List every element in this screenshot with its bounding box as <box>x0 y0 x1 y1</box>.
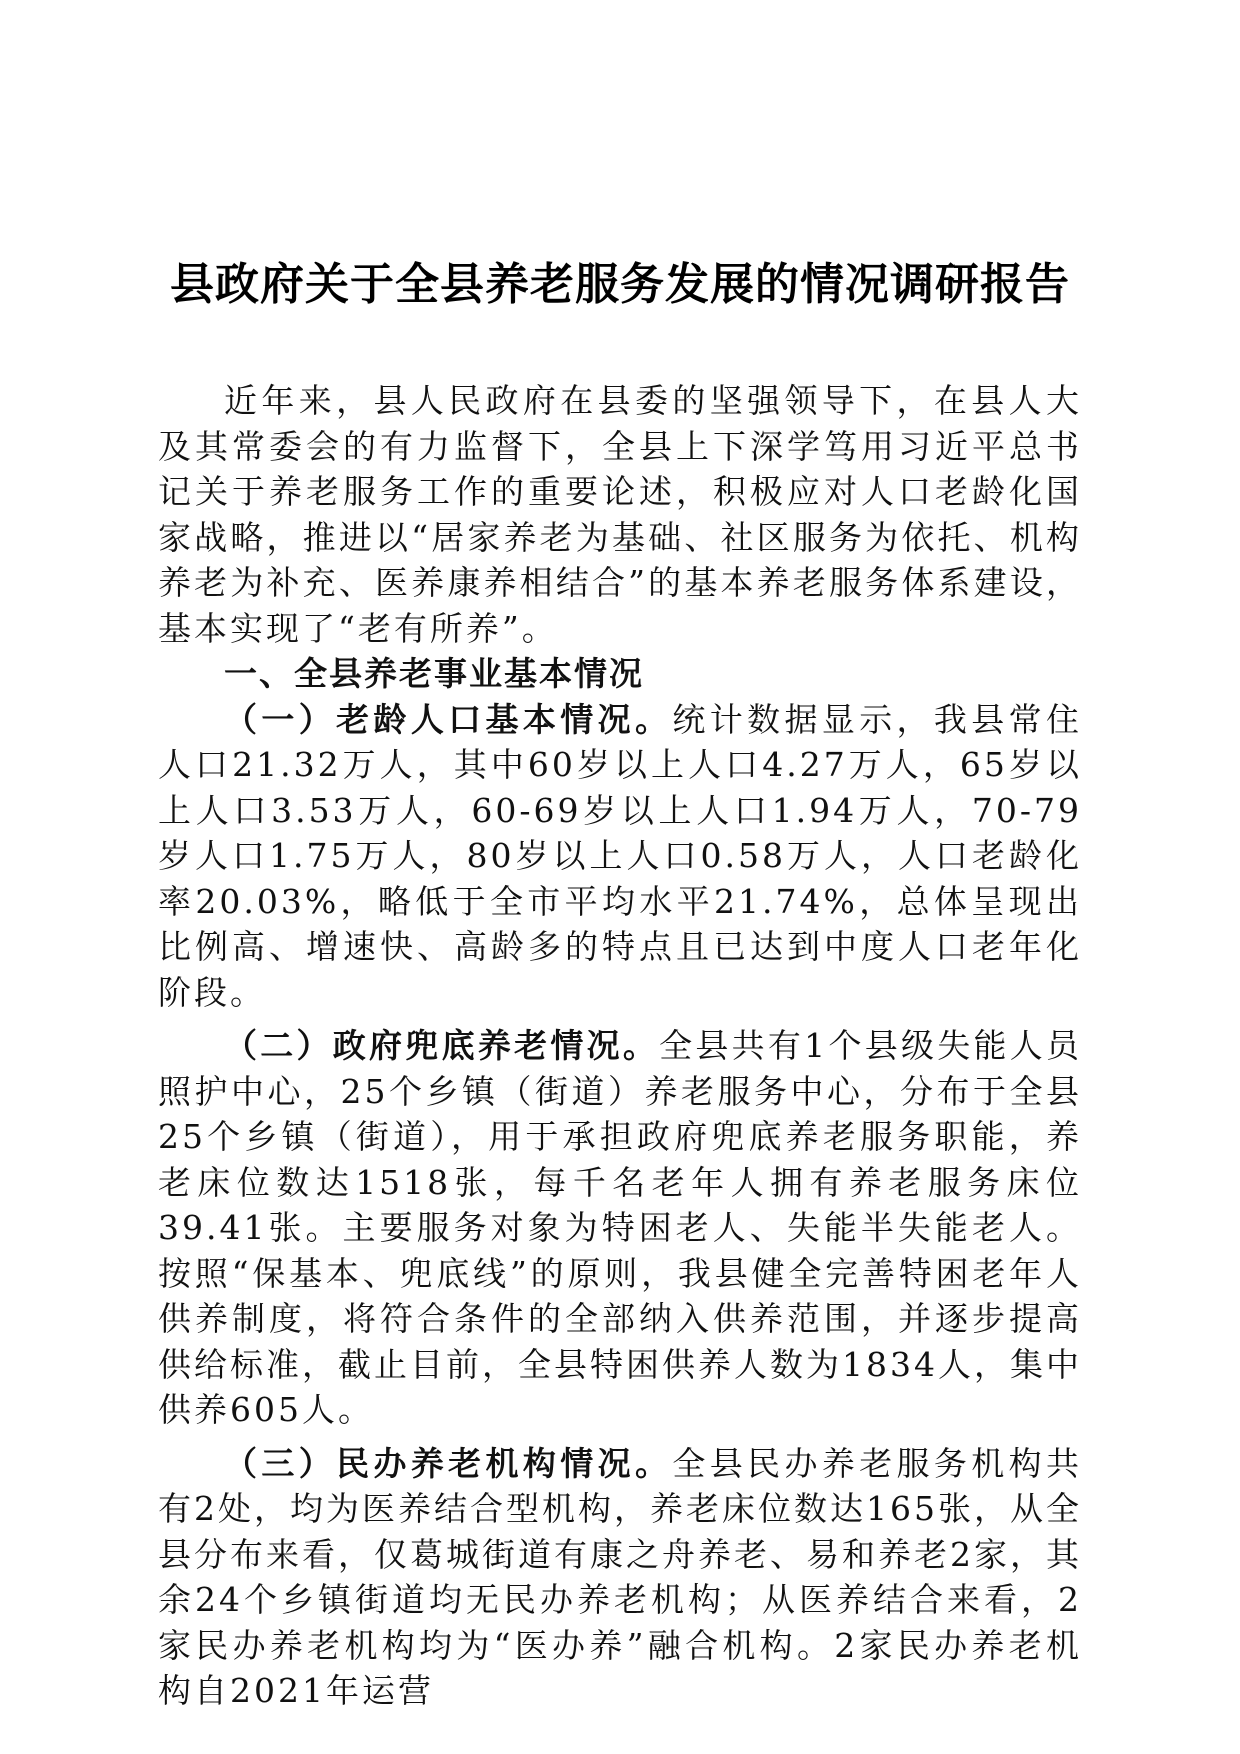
paragraph-lead: （一）老龄人口基本情况。 <box>224 699 673 739</box>
document-title: 县政府关于全县养老服务发展的情况调研报告 <box>170 259 1070 310</box>
paragraph-text: 全县民办养老服务机构共有2处，均为医养结合型机构，养老床位数达165张，从全县分布来看，仅葛城街道有康之舟养老、易和养老2家，其余24个乡镇街道均无民办养老机构；从医养结合来看，2家民办养老机构均为“医办养”融合机构。2家民办养老机构自2021年运营 <box>158 1443 1083 1710</box>
paragraph-lead: （二）政府兜底养老情况。 <box>224 1026 660 1065</box>
paragraph-private-institutions <box>158 1441 1082 1714</box>
paragraph-text: 统计数据显示，我县常住人口21.32万人，其中60岁以上人口4.27万人，65岁以上人口3.53万人，60-69岁以上人口1.94万人，70-79岁人口1.75万人，80岁以上人口0.58万人，人口老龄化率20.03%，略低于全市平均水平21.74%，总体呈现出比例高、增速快、高龄多的特点且已达到中度人口老年化阶段。 <box>158 699 1083 1012</box>
paragraph-government-care <box>158 1023 1082 1433</box>
section-heading: 一、全县养老事业基本情况 <box>224 654 644 693</box>
intro-paragraph: 近年来，县人民政府在县委的坚强领导下，在县人大及其常委会的有力监督下，全县上下深学笃用习近平总书记关于养老服务工作的重要论述，积极应对人口老龄化国家战略，推进以“居家养老为基础、社区服务为依托、机构养老为补充、医养康养相结合”的基本养老服务体系建设，基本实现了“老有所养”。 <box>158 381 1082 648</box>
paragraph-lead: （三）民办养老机构情况。 <box>224 1443 673 1483</box>
paragraph-elderly-population <box>158 697 1082 1016</box>
paragraph-text: 全县共有1个县级失能人员照护中心，25个乡镇（街道）养老服务中心，分布于全县25个乡镇（街道），用于承担政府兜底养老服务职能，养老床位数达1518张，每千名老年人拥有养老服务床位39.41张。主要服务对象为特困老人、失能半失能老人。按照“保基本、兜底线”的原则，我县健全完善特困老年人供养制度，将符合条件的全部纳入供养范围，并逐步提高供给标准，截止目前，全县特困供养人数为1834人，集中供养605人。 <box>158 1026 1083 1429</box>
document-body <box>158 378 1082 1714</box>
